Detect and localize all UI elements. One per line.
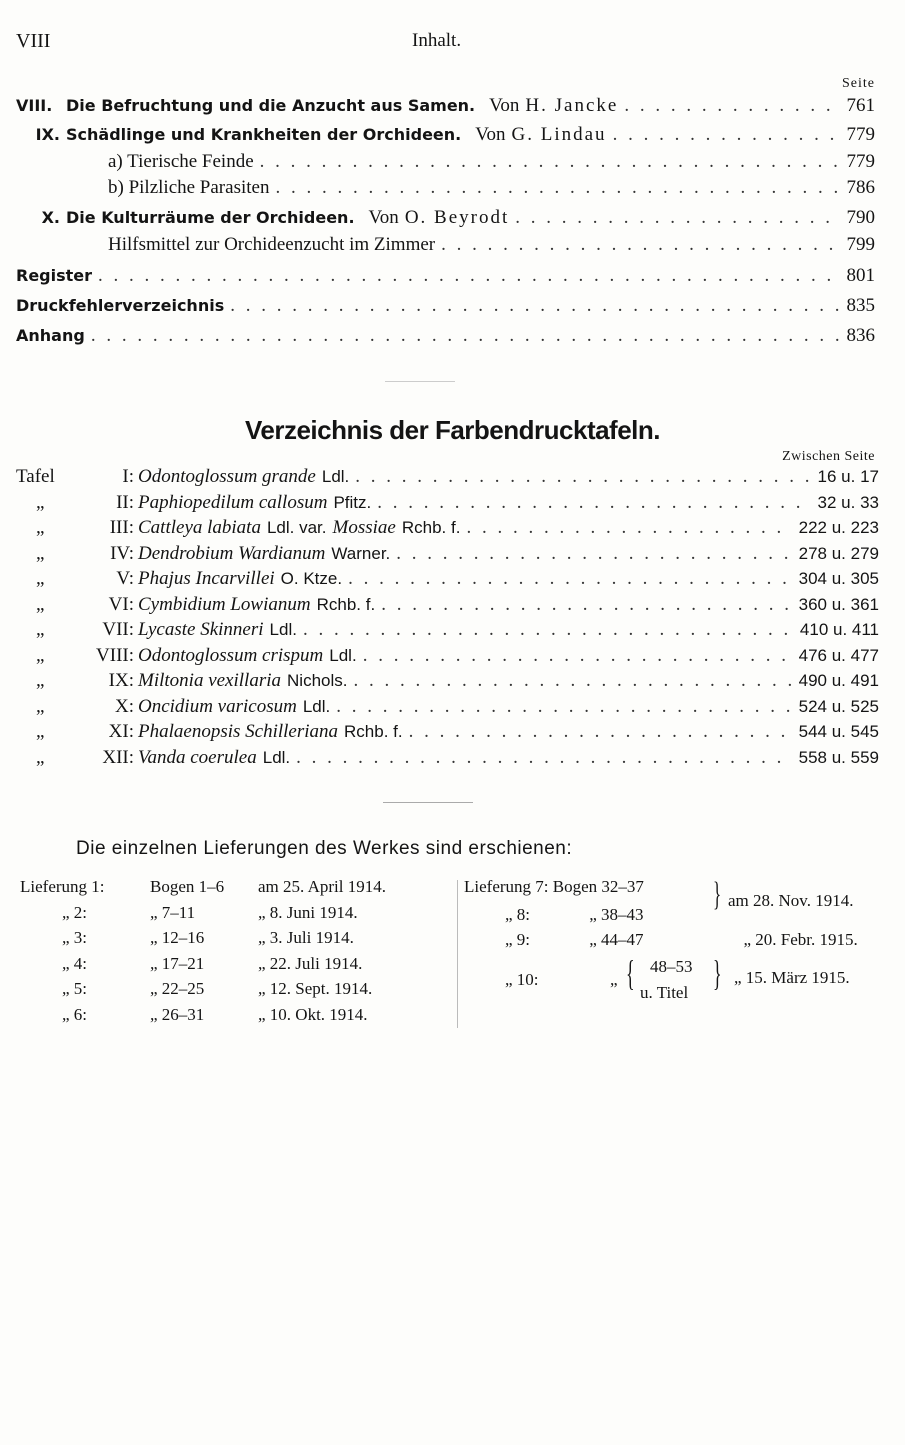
issue-date: am 28. Nov. 1914. bbox=[728, 891, 854, 910]
extra-label: Anhang bbox=[16, 326, 85, 345]
plate-number: IV: bbox=[110, 542, 134, 564]
leader-dots bbox=[466, 517, 792, 539]
leader-dots bbox=[336, 696, 792, 718]
page-ref: 790 bbox=[846, 207, 875, 228]
page-ref: 779 bbox=[846, 124, 875, 145]
issue-date: am 25. April 1914. bbox=[258, 877, 386, 896]
plate-row bbox=[16, 619, 879, 641]
plate-species: Vanda coerulea bbox=[138, 746, 257, 768]
issue-row bbox=[20, 877, 386, 897]
toc-extra bbox=[16, 265, 875, 287]
toc-entry bbox=[16, 95, 875, 117]
section-author: G. Lindau bbox=[511, 124, 607, 145]
subentry-label: a) Tierische Feinde bbox=[108, 151, 254, 172]
ditto-mark: „ bbox=[36, 517, 45, 538]
plate-row bbox=[16, 594, 879, 616]
page-number: VIII bbox=[16, 30, 51, 52]
column-divider bbox=[457, 880, 458, 1028]
issue-row bbox=[505, 905, 644, 925]
issue-row bbox=[62, 979, 372, 999]
plate-authority: Ldl. bbox=[262, 747, 291, 767]
plate-pages: 222 u. 223 bbox=[798, 518, 879, 537]
issue-bogen: Bogen 1–6 bbox=[150, 877, 225, 896]
issue-row bbox=[464, 877, 644, 897]
extra-label: Druckfehlerverzeichnis bbox=[16, 296, 225, 315]
plate-number: VI: bbox=[108, 593, 134, 615]
plate-species: Odontoglossum crispum bbox=[138, 644, 324, 666]
section-title: Schädlinge und Krankheiten der Orchideen. bbox=[66, 125, 462, 144]
leader-dots bbox=[381, 594, 792, 616]
issue-quote: „ bbox=[610, 970, 618, 989]
plate-row bbox=[16, 466, 879, 488]
leader-dots bbox=[98, 265, 840, 287]
section-author: O. Beyrodt bbox=[404, 207, 510, 228]
seite-label: Seite bbox=[842, 76, 875, 91]
plate-number: II: bbox=[116, 491, 134, 513]
plate-row bbox=[16, 696, 879, 718]
issue-label: „ 4: bbox=[62, 953, 88, 973]
plate-pages: 410 u. 411 bbox=[799, 620, 879, 639]
issue-bogen: „ 17–21 bbox=[150, 953, 205, 973]
leader-dots bbox=[441, 234, 840, 256]
plate-authority: Ldl. bbox=[329, 645, 357, 665]
issues-intro: Die einzelnen Lieferungen des Werkes sind erschienen: bbox=[76, 838, 573, 859]
plate-pages: 360 u. 361 bbox=[798, 594, 879, 614]
plate-authority: Warner. bbox=[331, 543, 391, 563]
plate-species: Dendrobium Wardianum bbox=[138, 542, 326, 564]
section-by: Von bbox=[489, 95, 520, 116]
plate-species: Miltonia vexillaria bbox=[138, 670, 282, 691]
plate-pages: 278 u. 279 bbox=[798, 543, 879, 563]
plate-pages: 476 u. 477 bbox=[798, 645, 879, 665]
issue-label: „ 2: bbox=[62, 902, 88, 922]
leader-dots bbox=[396, 543, 792, 565]
ditto-mark: „ bbox=[36, 491, 45, 513]
plate-pages: 524 u. 525 bbox=[798, 696, 879, 716]
plate-authority: Pfitz. bbox=[333, 492, 372, 512]
plate-species: Cattleya labiata bbox=[138, 517, 261, 538]
issue-bogen: „ 12–16 bbox=[150, 928, 205, 947]
plate-variety: Mossiae bbox=[332, 517, 396, 538]
section-number: IX. bbox=[35, 125, 60, 144]
leader-dots bbox=[624, 95, 840, 117]
section-by: Von bbox=[368, 207, 399, 228]
leader-dots bbox=[613, 124, 841, 146]
divider bbox=[385, 381, 455, 382]
plate-row bbox=[16, 517, 879, 539]
issue-label: Lieferung 1: bbox=[20, 877, 105, 896]
leader-dots bbox=[303, 619, 794, 641]
issue-date: „ 10. Okt. 1914. bbox=[258, 1004, 368, 1024]
plate-species: Paphiopedilum callosum bbox=[138, 491, 328, 513]
issue-row bbox=[62, 1005, 368, 1025]
issue-label: Lieferung 7: bbox=[464, 877, 549, 896]
section-number: X. bbox=[41, 208, 60, 227]
subentry-label: b) Pilzliche Parasiten bbox=[108, 177, 270, 198]
ditto-mark: „ bbox=[36, 568, 45, 589]
plate-number: I: bbox=[122, 466, 134, 487]
plate-number: V: bbox=[116, 568, 134, 589]
leader-dots bbox=[260, 151, 841, 173]
brace-icon: } bbox=[713, 953, 722, 993]
issue-bogen: „ 38–43 bbox=[589, 905, 644, 924]
plate-row bbox=[16, 543, 879, 565]
plate-number: X: bbox=[115, 695, 134, 717]
page-ref: 799 bbox=[846, 234, 875, 255]
plate-pages: 490 u. 491 bbox=[798, 671, 879, 690]
plate-number: IX: bbox=[108, 670, 134, 691]
leader-dots bbox=[296, 747, 792, 769]
plate-pages: 32 u. 33 bbox=[817, 492, 879, 512]
plates-heading: Verzeichnis der Farbendrucktafeln. bbox=[244, 415, 661, 445]
page-ref: 836 bbox=[846, 325, 875, 346]
leader-dots bbox=[275, 177, 840, 199]
issue-bogen: „ 7–11 bbox=[150, 902, 196, 922]
issue-bogen: „ 26–31 bbox=[150, 1004, 205, 1024]
plate-authority: Ldl. bbox=[302, 696, 331, 716]
plate-authority: Ldl. bbox=[269, 620, 297, 639]
issue-label: „ 10: bbox=[505, 970, 539, 989]
leader-dots bbox=[363, 645, 793, 667]
plate-authority: Ldl. var. bbox=[266, 518, 327, 537]
plate-number: VII: bbox=[102, 619, 134, 640]
issue-bogen: „ 44–47 bbox=[589, 930, 644, 949]
issue-label: „ 5: bbox=[62, 979, 88, 998]
plate-authority: Rchb. f. bbox=[344, 722, 403, 741]
plate-row bbox=[16, 721, 879, 743]
issue-bogen: Bogen 32–37 bbox=[552, 877, 644, 896]
page-ref: 779 bbox=[846, 151, 875, 172]
leader-dots bbox=[348, 568, 793, 590]
issue-label: „ 6: bbox=[62, 1004, 88, 1024]
leader-dots bbox=[377, 492, 811, 514]
ditto-mark: „ bbox=[36, 644, 45, 666]
toc-extra bbox=[16, 295, 875, 317]
page-ref: 801 bbox=[846, 265, 875, 286]
toc-subentry bbox=[108, 177, 875, 199]
brace-icon: } bbox=[713, 876, 722, 913]
ditto-mark: „ bbox=[36, 721, 45, 742]
plate-species: Phajus Incarvillei bbox=[138, 568, 275, 589]
leader-dots bbox=[355, 466, 811, 488]
plate-species: Oncidium varicosum bbox=[138, 695, 297, 717]
zwischen-seite-label: Zwischen Seite bbox=[782, 449, 875, 464]
page-ref: 835 bbox=[846, 295, 875, 316]
plate-species: Lycaste Skinneri bbox=[138, 619, 264, 640]
section-number: VIII. bbox=[16, 96, 53, 115]
issue-date: „ 22. Juli 1914. bbox=[258, 953, 363, 973]
issue-date: „ 3. Juli 1914. bbox=[258, 928, 354, 947]
plate-number: VIII: bbox=[96, 644, 134, 666]
toc-subentry bbox=[108, 151, 875, 173]
plate-pages: 304 u. 305 bbox=[798, 569, 879, 588]
plate-pages: 558 u. 559 bbox=[798, 747, 879, 767]
issue-row bbox=[62, 954, 362, 974]
issue-date: „ 15. März 1915. bbox=[734, 968, 850, 987]
plate-pages: 16 u. 17 bbox=[817, 467, 879, 486]
issue-label: „ 3: bbox=[62, 928, 88, 947]
brace-icon: { bbox=[626, 953, 635, 993]
plate-authority: Ldl. bbox=[321, 467, 350, 486]
toc-extra bbox=[16, 325, 875, 347]
plate-authority: Rchb. f. bbox=[316, 594, 376, 614]
issue-date: „ 12. Sept. 1914. bbox=[258, 979, 373, 998]
ditto-mark: „ bbox=[36, 670, 45, 691]
toc-subentry bbox=[108, 234, 875, 256]
page-ref: 786 bbox=[846, 177, 875, 198]
leader-dots bbox=[230, 295, 840, 317]
issue-label: „ 8: bbox=[505, 905, 531, 924]
page-ref: 761 bbox=[846, 95, 875, 116]
issue-row bbox=[505, 930, 858, 950]
plate-variety-authority: Rchb. f. bbox=[401, 518, 461, 537]
issue-bogen: 48–53 bbox=[650, 957, 693, 976]
issue-row bbox=[62, 903, 358, 923]
leader-dots bbox=[409, 721, 793, 743]
issue-label: „ 9: bbox=[505, 930, 531, 949]
issue-date: „ 8. Juni 1914. bbox=[258, 902, 358, 922]
plate-number: XII: bbox=[102, 746, 134, 768]
toc-entry bbox=[16, 124, 875, 146]
plate-species: Phalaenopsis Schilleriana bbox=[138, 721, 339, 742]
leader-dots bbox=[91, 325, 841, 347]
plate-number: XI: bbox=[108, 721, 134, 742]
plate-species: Odontoglossum grande bbox=[138, 466, 316, 487]
plate-row bbox=[16, 670, 879, 692]
issue-row bbox=[62, 928, 354, 948]
plate-row bbox=[16, 747, 879, 769]
section-title: Die Befruchtung und die Anzucht aus Samen. bbox=[66, 96, 476, 115]
plate-row bbox=[16, 645, 879, 667]
plate-authority: O. Ktze. bbox=[280, 569, 343, 588]
section-author: H. Jancke bbox=[525, 95, 619, 116]
leader-dots bbox=[353, 670, 792, 692]
plate-species: Cymbidium Lowianum bbox=[138, 593, 311, 615]
ditto-mark: „ bbox=[36, 593, 45, 615]
issue-bogen: u. Titel bbox=[640, 983, 689, 1002]
section-title: Die Kulturräume der Orchideen. bbox=[66, 208, 355, 227]
plate-authority: Nichols. bbox=[287, 671, 348, 690]
ditto-mark: „ bbox=[36, 542, 45, 564]
issue-bogen: „ 22–25 bbox=[150, 979, 205, 998]
leader-dots bbox=[515, 207, 840, 229]
plate-number: III: bbox=[109, 517, 134, 538]
subentry-label: Hilfsmittel zur Orchideenzucht im Zimmer bbox=[108, 234, 436, 255]
plate-row bbox=[16, 568, 879, 590]
issue-date: „ 20. Febr. 1915. bbox=[743, 930, 858, 949]
divider bbox=[383, 802, 473, 803]
extra-label: Register bbox=[16, 266, 93, 285]
running-title: Inhalt. bbox=[412, 30, 462, 51]
section-by: Von bbox=[475, 124, 506, 145]
tafel-label: Tafel bbox=[16, 466, 55, 487]
ditto-mark: „ bbox=[36, 695, 45, 717]
plate-row bbox=[16, 492, 879, 514]
ditto-mark: „ bbox=[36, 746, 45, 768]
toc-entry bbox=[16, 207, 875, 229]
plate-pages: 544 u. 545 bbox=[798, 722, 879, 741]
ditto-mark: „ bbox=[36, 619, 45, 640]
